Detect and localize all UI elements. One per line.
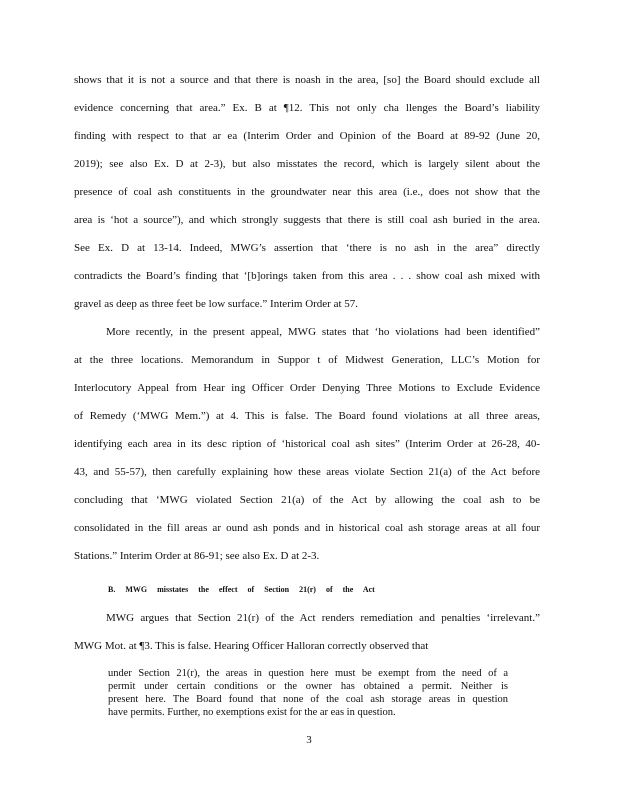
paragraph-1-line: shows that it is not a source and that there is noash in the area, [so] the Board should exclude all xyxy=(74,74,540,86)
block-quote-line: under Section 21(r), the areas in question here must be exempt from the need of a xyxy=(108,668,508,679)
paragraph-2-line: consolidated in the fill areas ar ound ash ponds and in historical coal ash storage areas at all four xyxy=(74,522,540,534)
paragraph-3-line: MWG Mot. at ¶3. This is false. Hearing Officer Halloran correctly observed that xyxy=(74,640,429,652)
paragraph-1-line: evidence concerning that area.” Ex. B at ¶12. This not only cha llenges the Board’s liability xyxy=(74,102,540,114)
paragraph-2-line: at the three locations. Memorandum in Suppor t of Midwest Generation, LLC’s Motion for xyxy=(74,354,540,366)
paragraph-2-line: Stations.” Interim Order at 86-91; see also Ex. D at 2-3. xyxy=(74,550,320,562)
block-quote-line: present here. The Board found that none of the coal ash storage areas in question xyxy=(108,694,508,705)
block-quote-line: permit under certain conditions or the owner has obtained a permit. Neither is xyxy=(108,681,508,692)
paragraph-2-line: of Remedy (‘MWG Mem.”) at 4. This is false. The Board found violations at all three areas, xyxy=(74,410,540,422)
paragraph-1-line: 2019); see also Ex. D at 2-3), but also misstates the record, which is largely silent about the xyxy=(74,158,540,170)
paragraph-2-line: identifying each area in its desc ription of ‘historical coal ash sites” (Interim Order at 26-28, 40- xyxy=(74,438,540,450)
paragraph-2-line: More recently, in the present appeal, MWG states that ‘ho violations had been identified” xyxy=(106,326,540,338)
paragraph-1-line: contradicts the Board’s finding that ‘[b]orings taken from this area . . . show coal ash mixed with xyxy=(74,270,540,282)
paragraph-2-line: Interlocutory Appeal from Hear ing Officer Order Denying Three Motions to Exclude Evidence xyxy=(74,382,540,394)
paragraph-2-line: 43, and 55-57), then carefully explaining how these areas violate Section 21(a) of the Act before xyxy=(74,466,540,478)
page-number: 3 xyxy=(306,734,312,746)
block-quote-line: have permits. Further, no exemptions exist for the ar eas in question. xyxy=(108,707,396,718)
paragraph-2-line: concluding that ‘MWG violated Section 21(a) of the Act by allowing the coal ash to be xyxy=(74,494,540,506)
paragraph-1-line: finding with respect to that ar ea (Interim Order and Opinion of the Board at 89-92 (June 20, xyxy=(74,130,540,142)
paragraph-1-line: area is ‘hot a source”), and which strongly suggests that there is still coal ash buried in the area. xyxy=(74,214,540,226)
paragraph-1-line: presence of coal ash constituents in the groundwater near this area (i.e., does not show that the xyxy=(74,186,540,198)
paragraph-3-line: MWG argues that Section 21(r) of the Act renders remediation and penalties ‘irrelevant.” xyxy=(106,612,540,624)
section-heading: B. MWG misstates the effect of Section 21(r) of the Act xyxy=(108,585,375,594)
paragraph-1-line: See Ex. D at 13-14. Indeed, MWG’s assertion that ‘there is no ash in the area” directly xyxy=(74,242,540,254)
paragraph-1-line: gravel as deep as three feet be low surface.” Interim Order at 57. xyxy=(74,298,359,310)
